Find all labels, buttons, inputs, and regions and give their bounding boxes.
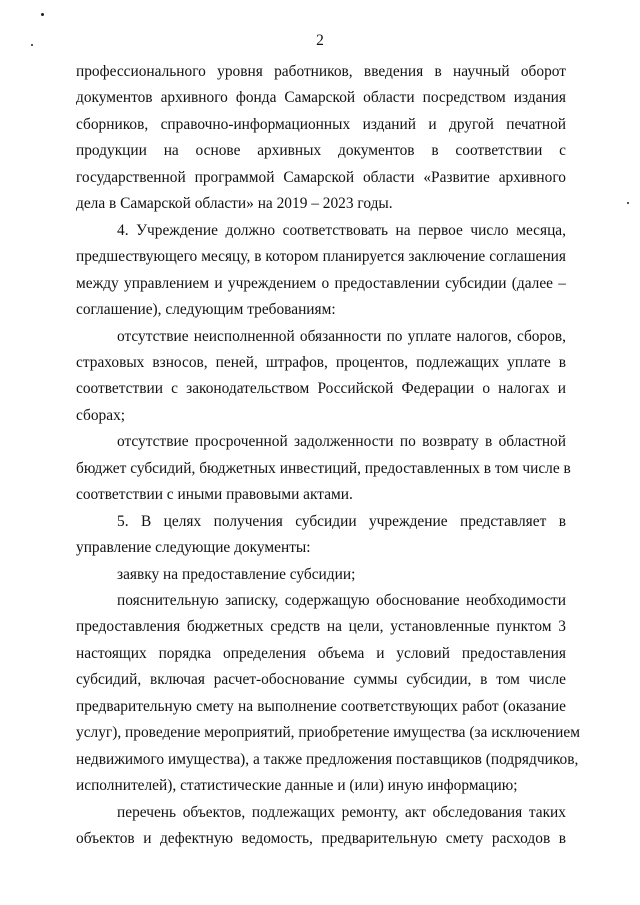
text-line: отсутствие неисполненной обязанности по уплате налогов, сборов, xyxy=(117,327,566,345)
text-line: объектов и дефектную ведомость, предварительную смету расходов в xyxy=(76,830,566,848)
scan-speck xyxy=(627,202,629,204)
text-line: заявку на предоставление субсидии; xyxy=(117,565,356,583)
text-line: между управлением и учреждением о предоставлении субсидии (далее – xyxy=(76,274,566,292)
text-line: сборах; xyxy=(76,406,126,424)
text-line: страховых взносов, пеней, штрафов, процентов, подлежащих уплате в xyxy=(76,353,566,371)
text-line: настоящих порядка определения объема и условий предоставления xyxy=(76,644,566,662)
text-line: исполнителей), статистические данные и (или) иную информацию; xyxy=(76,777,518,795)
text-line: предварительную смету на выполнение соответствующих работ (оказание xyxy=(76,697,566,715)
text-line: субсидий, включая расчет-обоснование суммы субсидии, в том числе xyxy=(76,671,566,689)
text-line: соответствии с законодательством Российской Федерации о налогах и xyxy=(76,380,566,398)
scan-speck xyxy=(41,13,44,16)
text-line: продукции на основе архивных документов в соответствии с xyxy=(76,142,566,160)
text-line: 5. В целях получения субсидии учреждение представляет в xyxy=(117,512,566,530)
text-line: бюджет субсидий, бюджетных инвестиций, предоставленных в том числе в xyxy=(76,459,571,477)
text-line: соответствии с иными правовыми актами. xyxy=(76,486,353,504)
text-line: профессионального уровня работников, введения в научный оборот xyxy=(76,63,566,80)
text-line: управление следующие документы: xyxy=(76,539,311,557)
text-line: отсутствие просроченной задолженности по возврату в областной xyxy=(117,433,566,451)
text-line: услуг), проведение мероприятий, приобретение имущества (за исключением xyxy=(76,724,580,742)
text-line: перечень объектов, подлежащих ремонту, акт обследования таких xyxy=(117,803,566,821)
text-line: сборников, справочно-информационных изданий и другой печатной xyxy=(76,115,566,133)
text-line: документов архивного фонда Самарской области посредством издания xyxy=(76,89,566,107)
text-line: соглашение), следующим требованиям: xyxy=(76,301,336,319)
text-line: предоставления бюджетных средств на цели, установленные пунктом 3 xyxy=(76,618,566,636)
text-line: 4. Учреждение должно соответствовать на первое число месяца, xyxy=(117,221,566,239)
text-line: государственной программой Самарской области «Развитие архивного xyxy=(76,168,566,186)
text-line: пояснительную записку, содержащую обоснование необходимости xyxy=(117,592,566,609)
text-line: дела в Самарской области» на 2019 – 2023 годы. xyxy=(76,195,393,213)
page-number: 2 xyxy=(316,32,324,49)
text-line: недвижимого имущества), а также предложения поставщиков (подрядчиков, xyxy=(76,750,579,768)
text-line: предшествующего месяцу, в котором планируется заключение соглашения xyxy=(76,248,566,266)
